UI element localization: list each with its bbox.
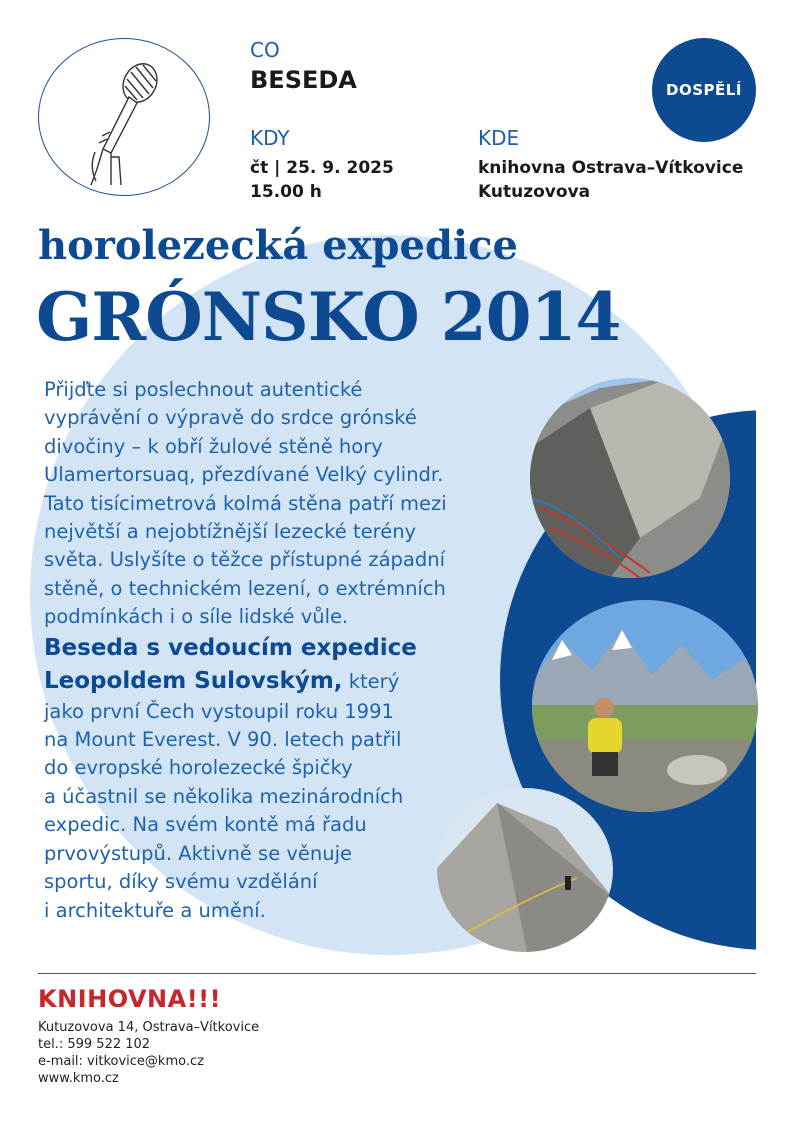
description-line: stěně, o technickém lezení, o extrémních (44, 576, 446, 600)
guest-highlight-1: Beseda s vedoucím expedice (44, 634, 417, 661)
where-street: Kutuzovova (478, 182, 591, 202)
library-logo: KNIHOVNA!!! (38, 985, 222, 1013)
guest-highlight-tail: který (342, 669, 400, 693)
when-time: 15.00 h (250, 182, 322, 202)
footer-address: Kutuzovova 14, Ostrava–Vítkovice (38, 1020, 260, 1035)
where-place: knihovna Ostrava–Vítkovice (478, 158, 744, 178)
audience-badge: DOSPĚLÍ (652, 38, 756, 142)
what-value: BESEDA (250, 66, 357, 94)
description-line: podmínkách i o síle lidské vůle. (44, 605, 349, 629)
description-line: Tato tisícimetrová kolmá stěna patří mezi (44, 491, 447, 515)
footer-divider (38, 973, 756, 974)
bio-line: do evropské horolezecké špičky (44, 756, 353, 780)
where-label: KDE (478, 126, 520, 150)
event-title: GRÓNSKO 2014 (36, 278, 621, 356)
photo-granite-wall (530, 378, 730, 578)
bio-line: na Mount Everest. V 90. letech patřil (44, 728, 402, 752)
microphone-icon (39, 39, 209, 195)
description-line: Přijďte si poslechnout autentické (44, 378, 363, 401)
footer-phone: tel.: 599 522 102 (38, 1037, 151, 1052)
bio-line: prvovýstupů. Aktivně se věnuje (44, 841, 353, 865)
when-date: čt | 25. 9. 2025 (250, 158, 394, 178)
event-description (44, 376, 524, 925)
footer-email[interactable]: e-mail: vitkovice@kmo.cz (38, 1054, 204, 1069)
photo-climber-valley (532, 600, 758, 812)
bio-line: sportu, díky svému vzdělání (44, 870, 318, 894)
bio-line: a účastnil se několika mezinárodních (44, 784, 404, 808)
when-label: KDY (250, 126, 290, 150)
description-line: největší a nejobtížnější lezecké terény (44, 520, 417, 544)
what-label: CO (250, 38, 280, 62)
description-line: Ulamertorsuaq, přezdívané Velký cylindr. (44, 463, 444, 487)
description-line: vyprávění o výpravě do srdce grónské (44, 406, 417, 430)
bio-line: i architektuře a umění. (44, 898, 266, 922)
event-subtitle: horolezecká expedice (38, 222, 518, 269)
guest-highlight-2: Leopoldem Sulovským, (44, 667, 343, 694)
description-line: divočiny – k obří žulové stěně hory (44, 434, 383, 458)
description-line: světa. Uslyšíte o těžce přístupné západní (44, 548, 445, 572)
bio-line: jako první Čech vystoupil roku 1991 (44, 699, 394, 723)
microphone-circle (38, 38, 210, 196)
bio-line: expedic. Na svém kontě má řadu (44, 813, 367, 837)
footer-website[interactable]: www.kmo.cz (38, 1071, 119, 1086)
